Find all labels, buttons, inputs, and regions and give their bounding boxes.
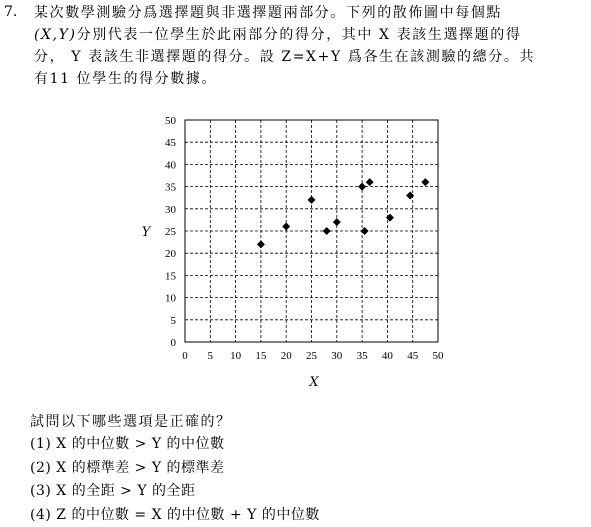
data-point-marker: [333, 218, 341, 226]
data-point-marker: [366, 178, 374, 186]
y-tick-label: 20: [165, 248, 177, 260]
grid-lines: [185, 120, 438, 342]
options-list: [30, 433, 320, 527]
data-point-marker: [323, 227, 331, 235]
x-tick-label: 45: [407, 350, 419, 362]
data-point-marker: [361, 227, 369, 235]
point-notation: (X,Y): [34, 27, 77, 43]
y-tick-label: 10: [165, 293, 177, 305]
data-point-marker: [358, 183, 366, 191]
y-tick-label: 35: [165, 182, 177, 194]
option-4: (4) Z 的中位數 = X 的中位數 + Y 的中位數: [30, 504, 320, 527]
data-points: [257, 178, 429, 248]
question-number: 7.: [4, 4, 17, 20]
x-tick-label: 30: [331, 350, 343, 362]
statement-line-2-text: 分別代表一位學生於此兩部分的得分，其中 X 表該生選擇題的得: [77, 27, 522, 43]
x-tick-label: 10: [230, 350, 242, 362]
data-point-marker: [308, 196, 316, 204]
x-tick-label: 15: [255, 350, 267, 362]
statement-line-1: 某次數學測驗分爲選擇題與非選擇題兩部分。下列的散佈圖中每個點: [34, 2, 590, 24]
x-tick-label: 50: [433, 350, 445, 362]
y-tick-labels: [165, 115, 177, 349]
x-tick-label: 25: [306, 350, 318, 362]
x-tick-label: 35: [357, 350, 369, 362]
statement-line-3: 分， Y 表該生非選擇題的得分。設 Z=X+Y 爲各生在該測驗的總分。共: [34, 46, 590, 68]
y-tick-label: 45: [165, 137, 177, 149]
option-3: (3) X 的全距 > Y 的全距: [30, 480, 320, 504]
question-prompt: 試問以下哪些選項是正確的？: [30, 411, 232, 431]
y-axis-label: Y: [142, 225, 152, 240]
x-tick-label: 20: [281, 350, 293, 362]
x-tick-label: 40: [382, 350, 394, 362]
option-2: (2) X 的標準差 > Y 的標準差: [30, 457, 320, 481]
y-tick-label: 5: [171, 315, 177, 327]
y-tick-label: 25: [165, 226, 177, 238]
x-axis-label: X: [308, 375, 319, 390]
y-tick-label: 15: [165, 270, 177, 282]
y-tick-label: 0: [171, 337, 177, 349]
statement-line-4: 有11 位學生的得分數據。: [34, 68, 590, 90]
data-point-marker: [421, 178, 429, 186]
x-tick-label: 0: [182, 350, 188, 362]
y-tick-label: 30: [165, 204, 177, 216]
y-tick-label: 50: [165, 115, 177, 127]
x-tick-label: 5: [208, 350, 214, 362]
y-tick-label: 40: [165, 159, 177, 171]
data-point-marker: [282, 223, 290, 231]
x-tick-labels: [182, 350, 444, 362]
data-point-marker: [257, 240, 265, 248]
option-1: (1) X 的中位數 > Y 的中位數: [30, 433, 320, 457]
